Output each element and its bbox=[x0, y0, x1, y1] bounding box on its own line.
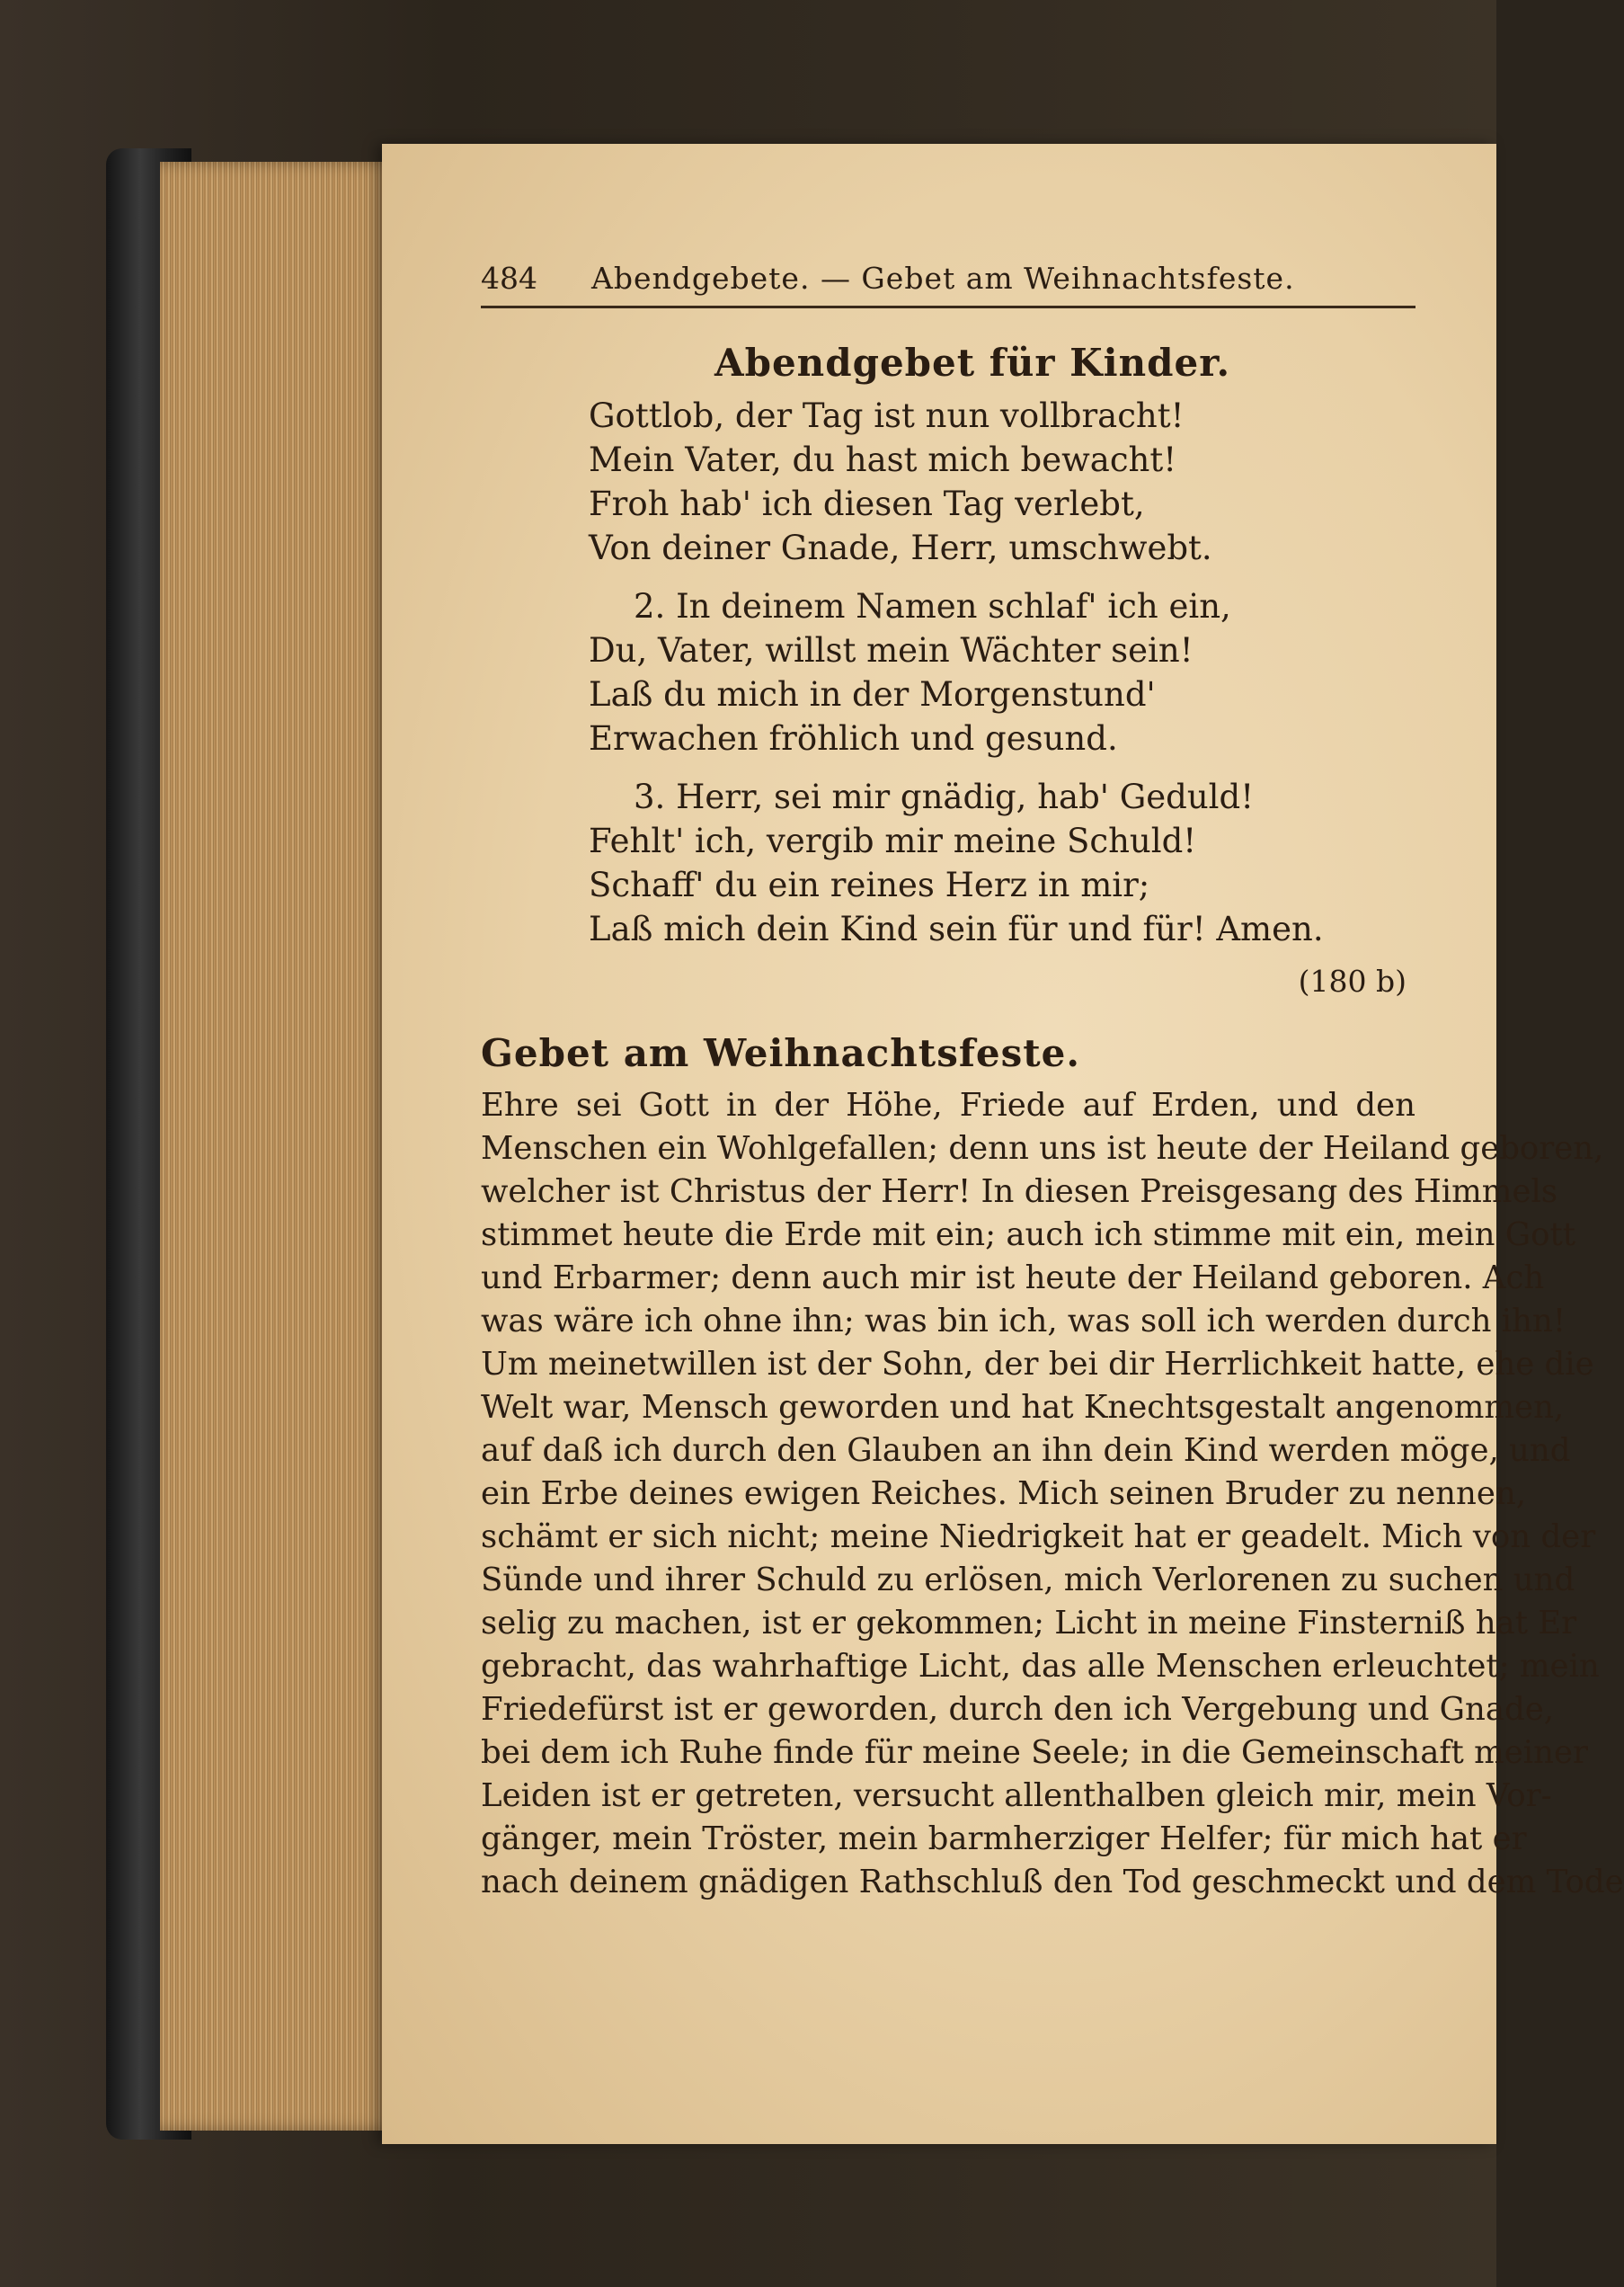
book-page bbox=[382, 144, 1624, 2144]
stanza-1 bbox=[589, 394, 1415, 570]
prose-line: was wäre ich ohne ihn; was bin ich, was soll ich werden durch ihn! bbox=[481, 1303, 1566, 1339]
page-number: 484 bbox=[481, 261, 537, 296]
poem-line: Laß mich dein Kind sein für und für! Amen. bbox=[589, 910, 1324, 948]
page-content bbox=[481, 261, 1624, 1904]
prose-line: Sünde und ihrer Schuld zu erlösen, mich Verlorenen zu suchen und bbox=[481, 1562, 1575, 1598]
prose-line: gebracht, das wahrhaftige Licht, das alle Menschen erleuchtet; mein bbox=[481, 1648, 1600, 1685]
prayer1-poem bbox=[589, 394, 1415, 951]
prose-line: stimmet heute die Erde mit ein; auch ich stimme mit ein, mein Gott bbox=[481, 1216, 1576, 1253]
prose-line: Leiden ist er getreten, versucht allenthalben gleich mir, mein Vor- bbox=[481, 1777, 1552, 1814]
prayer1-title: Abendgebet für Kinder. bbox=[714, 341, 1231, 385]
running-head-title: Abendgebete. — Gebet am Weihnachtsfeste. bbox=[591, 261, 1295, 296]
prose-line: bei dem ich Ruhe finde für meine Seele; in die Gemeinschaft meiner bbox=[481, 1734, 1588, 1771]
prose-line: auf daß ich durch den Glauben an ihn dein Kind werden möge, und bbox=[481, 1432, 1571, 1469]
poem-line: Erwachen fröhlich und gesund. bbox=[589, 719, 1118, 758]
poem-line: Von deiner Gnade, Herr, umschwebt. bbox=[589, 529, 1212, 567]
prayer2-title: Gebet am Weihnachtsfeste. bbox=[481, 1031, 1081, 1075]
poem-line: 2. In deinem Namen schlaf' ich ein, bbox=[634, 587, 1231, 626]
poem-line: 3. Herr, sei mir gnädig, hab' Geduld! bbox=[634, 778, 1255, 816]
stanza-3 bbox=[589, 775, 1415, 951]
prose-line: schämt er sich nicht; meine Niedrigkeit hat er geadelt. Mich von der bbox=[481, 1518, 1596, 1555]
prayer2-text bbox=[481, 1084, 1624, 1904]
page-edges bbox=[160, 162, 395, 2131]
poem-line: Laß du mich in der Morgenstund' bbox=[589, 675, 1156, 714]
poem-line: Fehlt' ich, vergib mir meine Schuld! bbox=[589, 822, 1197, 860]
prose-line: nach deinem gnädigen Rathschluß den Tod geschmeckt und dem Tode bbox=[481, 1864, 1624, 1900]
prose-line: welcher ist Christus der Herr! In diesen Preisgesang des Himmels bbox=[481, 1173, 1558, 1210]
poem-line: Froh hab' ich diesen Tag verlebt, bbox=[589, 485, 1145, 523]
prose-line: Ehre sei Gott in der Höhe, Friede auf Erden, und den bbox=[481, 1087, 1415, 1124]
hymn-reference: (180 b) bbox=[1298, 964, 1407, 999]
poem-line: Schaff' du ein reines Herz in mir; bbox=[589, 866, 1150, 904]
running-head bbox=[481, 261, 1415, 308]
prose-line: Welt war, Mensch geworden und hat Knechtsgestalt angenommen, bbox=[481, 1389, 1565, 1426]
poem-line: Gottlob, der Tag ist nun vollbracht! bbox=[589, 396, 1185, 435]
poem-line: Du, Vater, willst mein Wächter sein! bbox=[589, 631, 1194, 670]
stanza-2 bbox=[589, 584, 1415, 761]
prose-line: gänger, mein Tröster, mein barmherziger Helfer; für mich hat er bbox=[481, 1820, 1527, 1857]
prose-line: Friedefürst ist er geworden, durch den ich Vergebung und Gnade, bbox=[481, 1691, 1554, 1728]
prose-line: Um meinetwillen ist der Sohn, der bei dir Herrlichkeit hatte, ehe die bbox=[481, 1346, 1594, 1383]
prose-line: selig zu machen, ist er gekommen; Licht in meine Finsterniß hat Er bbox=[481, 1605, 1577, 1642]
poem-line: Mein Vater, du hast mich bewacht! bbox=[589, 440, 1177, 479]
prose-line: ein Erbe deines ewigen Reiches. Mich seinen Bruder zu nennen, bbox=[481, 1475, 1526, 1512]
prose-line: und Erbarmer; denn auch mir ist heute der Heiland geboren. Ach bbox=[481, 1259, 1545, 1296]
prose-line: Menschen ein Wohlgefallen; denn uns ist heute der Heiland geboren, bbox=[481, 1130, 1604, 1167]
